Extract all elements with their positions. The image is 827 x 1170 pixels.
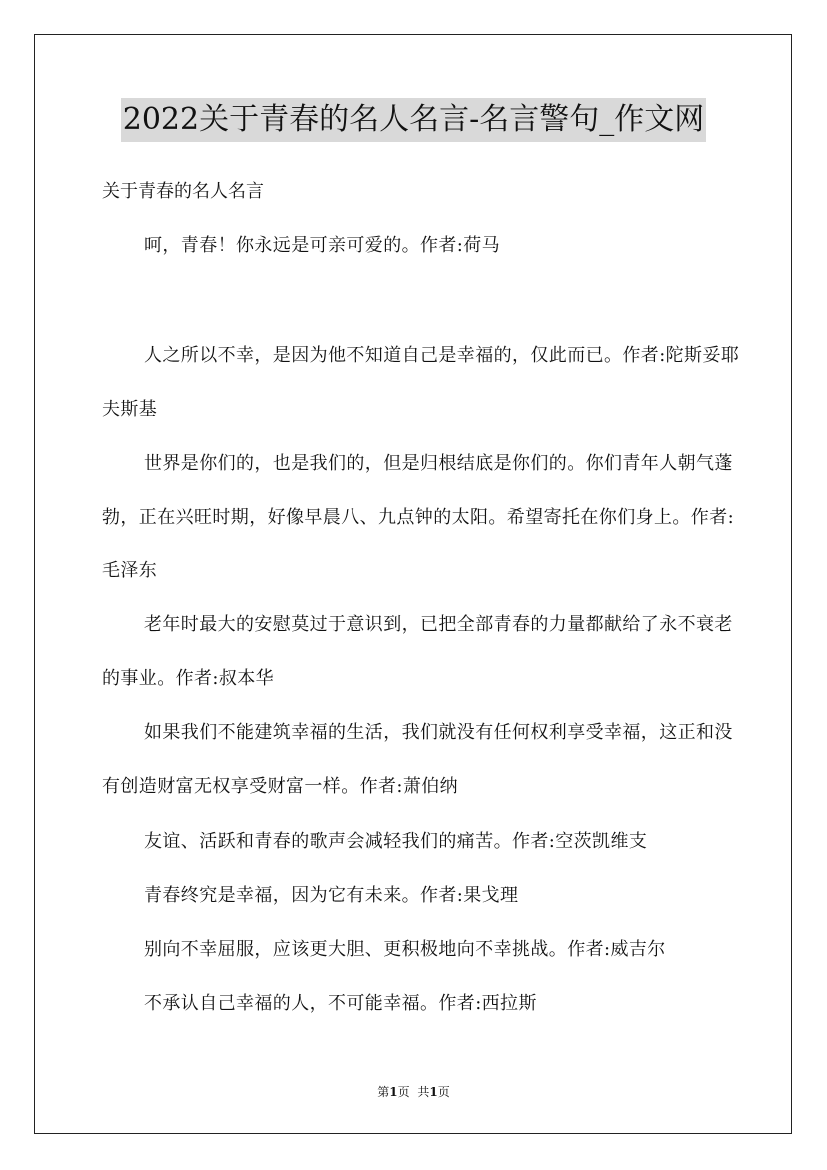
title-container: [0, 98, 827, 142]
footer-total-prefix: 共: [417, 1085, 430, 1099]
quote-paragraph-5: 如果我们不能建筑幸福的生活，我们就没有任何权利享受幸福，这正和没有创造财富无权享受财富一样。作者:萧伯纳: [102, 722, 733, 797]
quote-paragraph-8: 别向不幸屈服，应该更大胆、更积极地向不幸挑战。作者:威吉尔: [144, 939, 666, 960]
footer-page-number: 1: [389, 1085, 398, 1099]
footer-page-suffix: 页: [397, 1085, 410, 1099]
section-heading: 关于青春的名人名言: [102, 181, 264, 202]
quote-paragraph-1: 呵，青春！你永远是可亲可爱的。作者:荷马: [144, 235, 501, 256]
quote-paragraph-7: 青春终究是幸福，因为它有未来。作者:果戈理: [144, 885, 519, 906]
footer-total-pages: 1: [429, 1085, 438, 1099]
quote-paragraph-3: 世界是你们的，也是我们的，但是归根结底是你们的。你们青年人朝气蓬勃，正在兴旺时期，好像早晨八、九点钟的太阳。希望寄托在你们身上。作者:毛泽东: [102, 453, 735, 581]
quote-paragraph-2: 人之所以不幸，是因为他不知道自己是幸福的，仅此而已。作者:陀斯妥耶夫斯基: [102, 345, 740, 420]
quote-paragraph-9: 不承认自己幸福的人，不可能幸福。作者:西拉斯: [144, 993, 537, 1014]
footer-page-prefix: 第: [377, 1085, 390, 1099]
quote-paragraph-6: 友谊、活跃和青春的歌声会减轻我们的痛苦。作者:空茨凯维支: [144, 831, 648, 852]
document-title: 2022关于青春的名人名言-名言警句_作文网: [121, 98, 706, 142]
footer-total-suffix: 页: [437, 1085, 450, 1099]
page-footer: [0, 1083, 827, 1101]
quote-paragraph-4: 老年时最大的安慰莫过于意识到，已把全部青春的力量都献给了永不衰老的事业。作者:叔本华: [102, 614, 733, 689]
